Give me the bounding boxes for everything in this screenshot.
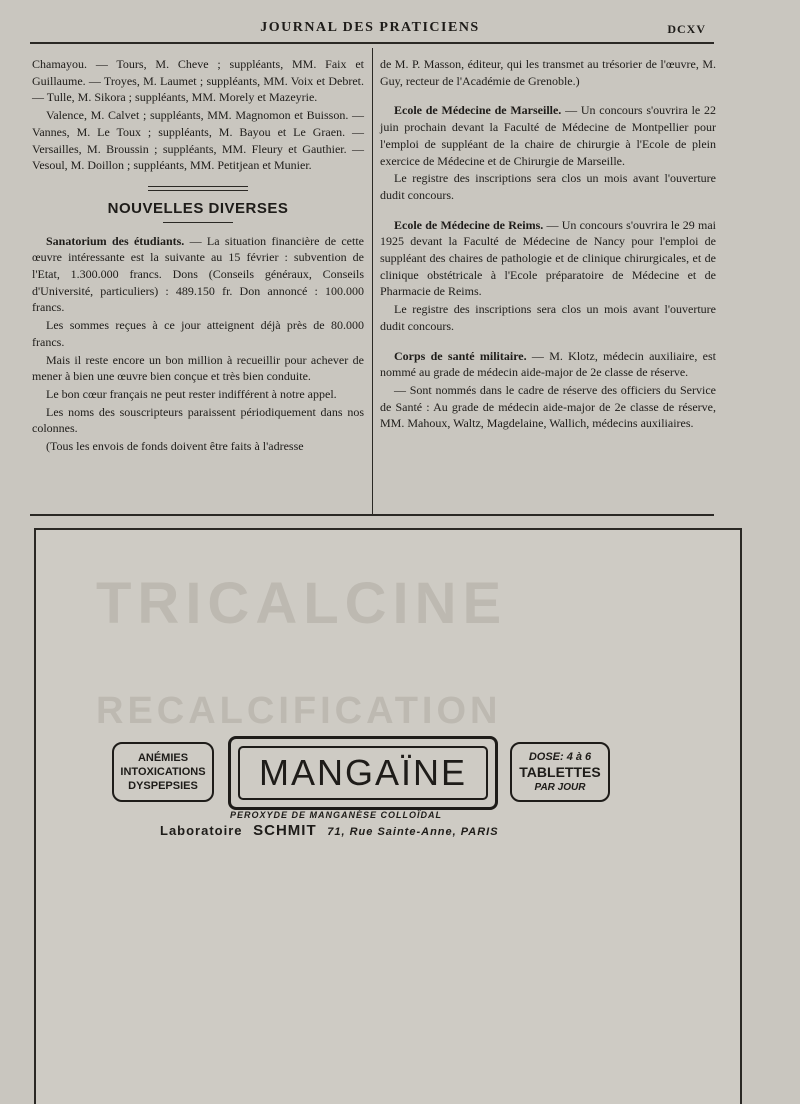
tablets-label: TABLETTES	[519, 763, 601, 780]
item-text: — M. Klotz, médecin auxiliaire, est nommé au grade de médecin aide-major de 2e classe de réserve.	[380, 348, 716, 380]
indication-label: ANÉMIES	[137, 752, 189, 764]
journal-title: JOURNAL DES PRATICIENS	[260, 20, 480, 35]
paragraph: Chamayou. — Tours, M. Cheve ; suppléants, MM. Faix et Guillaume. — Troyes, M. Laumet ; suppléants, MM. Voix et Debret. — Tulle, M. Sikora ; suppléants, MM. Morely et Mazeyrie.	[32, 57, 364, 105]
advertisement	[112, 736, 612, 808]
left-column	[32, 56, 364, 456]
indication-label: INTOXICATIONS	[120, 766, 206, 778]
paragraph: — Sont nommés dans le cadre de réserve des officiers du Service de Santé : Au grade de médecin aide-major de 2e classe de réserve, MM. Mahoux, Waltz, Magdelaine, Wallich, médecins auxiliaires.	[380, 382, 716, 431]
page-header	[30, 20, 710, 42]
paragraph: de M. P. Masson, éditeur, qui les transmet au trésorier de l'œuvre, M. Guy, recteur de l'Académie de Grenoble.)	[380, 57, 716, 88]
paragraph: Le bon cœur français ne peut rester indifférent à notre appel.	[46, 386, 337, 401]
dosage-badge	[510, 742, 610, 802]
laboratory-line	[160, 822, 499, 839]
paragraph: Les sommes reçues à ce jour atteignent déjà près de 80.000 francs.	[32, 318, 364, 349]
item-text: — Un concours s'ouvrira le 29 mai 1925 devant la Faculté de Médecine de Nancy pour l'emploi de suppléant des chaires de pathologie et de clinique chirurgicales, et de clinique obstétricale à l'Ecole préparatoire de Médecine et de Pharmacie de Reims.	[380, 217, 716, 299]
paragraph: Le registre des inscriptions sera clos un mois avant l'ouverture dudit concours.	[380, 302, 716, 333]
product-subtitle: PEROXYDE DE MANGANÈSE COLLOÏDAL	[230, 810, 443, 820]
paragraph	[380, 348, 716, 381]
paragraph: Le registre des inscriptions sera clos un mois avant l'ouverture dudit concours.	[380, 171, 716, 202]
paragraph: (Tous les envois de fonds doivent être faits à l'adresse	[46, 439, 304, 454]
indication-label: DYSPEPSIES	[128, 780, 198, 792]
lab-address: 71, Rue Sainte-Anne, PARIS	[327, 826, 499, 838]
paragraph	[380, 217, 716, 301]
paragraph: Les noms des souscripteurs paraissent périodiquement dans nos colonnes.	[32, 404, 364, 436]
bottom-rule	[30, 514, 714, 516]
item-heading: Sanatorium des étudiants.	[46, 233, 185, 248]
section-divider	[32, 186, 364, 191]
paragraph: Valence, M. Calvet ; suppléants, MM. Magnomon et Buisson. — Vannes, M. Le Toux ; suppléants, M. Bayou et Le Graen. — Versailles, M. Broussin ; suppléants, MM. Fleury et Gauthier. — Vesoul, M. Doillon ; suppléants, MM. Petitjean et Munier.	[32, 108, 364, 173]
bleed-through-text: RECALCIFICATION	[96, 690, 502, 732]
page-number: DCXV	[667, 22, 706, 36]
title-underline	[32, 222, 364, 223]
item-heading: Ecole de Médecine de Marseille.	[394, 103, 562, 118]
right-column	[380, 56, 716, 433]
item-heading: Corps de santé militaire.	[394, 348, 527, 363]
header-rule	[30, 42, 714, 44]
indications-badge	[112, 742, 214, 802]
lab-prefix: Laboratoire	[160, 823, 243, 838]
paragraph	[380, 102, 716, 169]
dose-label: DOSE: 4 à 6	[528, 750, 592, 763]
item-text: — Un concours s'ouvrira le 22 juin prochain devant la Faculté de Médecine de Montpellier pour l'emploi de suppléant de la chaire de chirurgie à l'Ecole de plein exercice de Médecine et de Chirurgie de Marseille.	[380, 103, 716, 168]
product-name: MANGAÏNE	[238, 746, 488, 800]
column-divider	[372, 48, 373, 516]
paragraph: Mais il reste encore un bon million à recueillir pour achever de mener à bien une œuvre bien conçue et très bien conduite.	[32, 352, 364, 384]
item-text: — La situation financière de cette œuvre intéressante est la suivante au 15 février : subvention de l'Etat, 1.300.000 francs. Dons (Conseils généraux, Conseils d'Université, particuliers) : 489.150 fr. Don annoncé : 100.000 francs.	[32, 233, 364, 315]
section-title: NOUVELLES DIVERSES	[107, 199, 289, 217]
lab-name: SCHMIT	[253, 822, 317, 839]
bleed-through-text: TRICALCINE	[96, 571, 508, 636]
item-heading: Ecole de Médecine de Reims.	[394, 217, 544, 232]
product-logo-frame	[228, 736, 498, 810]
paragraph	[32, 233, 364, 317]
per-day-label: PAR JOUR	[534, 781, 586, 793]
